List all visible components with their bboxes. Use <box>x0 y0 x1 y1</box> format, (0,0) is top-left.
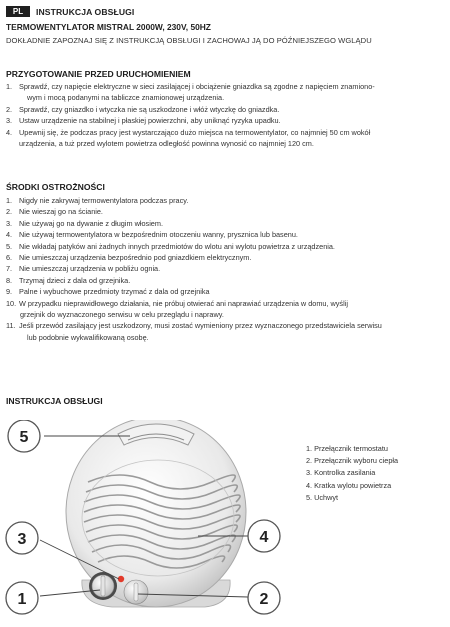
legend-item: 3. Kontrolka zasilania <box>306 468 376 478</box>
preparation-heading: PRZYGOTOWANIE PRZED URUCHOMIENIEM <box>6 69 191 79</box>
svg-text:4: 4 <box>259 529 269 546</box>
callout-1 <box>6 582 38 614</box>
heat-selector-knob <box>124 580 148 604</box>
callout-5 <box>8 420 40 452</box>
list-item: 4. Upewnij się, że podczas pracy jest wystarczająco dużo miejsca na termowentylator, co najmniej 50 cm wokół urządzenia, a tuż przed wylotem powietrza odległość powinna wynosić co najmniej 120 cm. <box>6 127 371 149</box>
svg-text:2: 2 <box>259 591 269 608</box>
list-item: 7. Nie umieszczaj urządzenia w pobliżu ognia. <box>6 264 161 274</box>
list-item: 10. W przypadku nieprawidłowego działania, nie próbuj otwierać ani naprawiać urządzenia w domu, wyślij grzejnik do wyznaczonego serwisu w celu przeglądu i naprawy. <box>6 298 348 320</box>
legend-item: 1. Przełącznik termostatu <box>306 444 388 453</box>
list-item: 1. Sprawdź, czy napięcie elektryczne w sieci zasilającej i obciążenie gniazdka są zgodne z napięciem znamiono- wym i mocą podanymi na tabliczce znamionowej urządzenia. <box>6 82 375 103</box>
list-item: 8. Trzymaj dzieci z dala od grzejnika. <box>6 275 131 285</box>
list-item: 4. Nie używaj termowentylatora w bezpośrednim otoczeniu wanny, prysznica lub basenu. <box>6 230 298 240</box>
list-item: 1. Nigdy nie zakrywaj termowentylatora podczas pracy. <box>6 196 189 205</box>
callout-2 <box>248 582 280 614</box>
parts-legend <box>306 443 398 504</box>
manual-title: INSTRUKCJA OBSŁUGI <box>36 6 135 17</box>
list-item: 11. Jeśli przewód zasilający jest uszkodzony, musi zostać wymieniony przez wyznaczonego przedstawiciela serwisu lub podobnie wykwalifikowaną osobę. <box>6 321 382 342</box>
language-badge: PL <box>6 6 30 17</box>
list-item: 3. Ustaw urządzenie na stabilnej i płaskiej powierzchni, aby uniknąć ryzyka upadku. <box>6 116 281 126</box>
precautions-heading: ŚRODKI OSTROŻNOŚCI <box>6 182 105 192</box>
list-item: 6. Nie umieszczaj urządzenia bezpośrednio pod gniazdkiem elektrycznym. <box>6 253 252 263</box>
svg-text:1: 1 <box>17 591 27 608</box>
list-item: 3. Nie używaj go na dywanie z długim włosiem. <box>6 218 163 228</box>
legend-item: 2. Przełącznik wyboru ciepła <box>306 456 399 466</box>
usage-heading: INSTRUKCJA OBSŁUGI <box>6 396 103 406</box>
list-item: 2. Nie wieszaj go na ścianie. <box>6 207 103 217</box>
heater-diagram <box>0 420 290 627</box>
list-item: 5. Nie wkładaj patyków ani żadnych innych przedmiotów do wlotu ani wylotu powietrza z urządzenia. <box>6 241 335 251</box>
list-item: 9. Palne i wybuchowe przedmioty trzymać z dala od grzejnika <box>6 287 210 297</box>
preparation-list <box>6 81 444 149</box>
read-notice: DOKŁADNIE ZAPOZNAJ SIĘ Z INSTRUKCJĄ OBSŁUGI I ZACHOWAJ JĄ DO PÓŹNIEJSZEGO WGLĄDU <box>6 36 372 45</box>
callout-4 <box>248 520 280 552</box>
header <box>6 6 134 17</box>
precautions-list <box>6 195 444 343</box>
legend-item: 5. Uchwyt <box>306 492 339 502</box>
legend-item: 4. Kratka wylotu powietrza <box>306 480 392 490</box>
product-name: TERMOWENTYLATOR MISTRAL 2000W, 230V, 50HZ <box>6 22 211 32</box>
svg-text:3: 3 <box>17 531 27 548</box>
callout-3 <box>6 522 38 554</box>
svg-text:5: 5 <box>19 429 29 446</box>
list-item: 2. Sprawdź, czy gniazdko i wtyczka nie są uszkodzone i włóż wtyczkę do gniazdka. <box>6 104 280 114</box>
